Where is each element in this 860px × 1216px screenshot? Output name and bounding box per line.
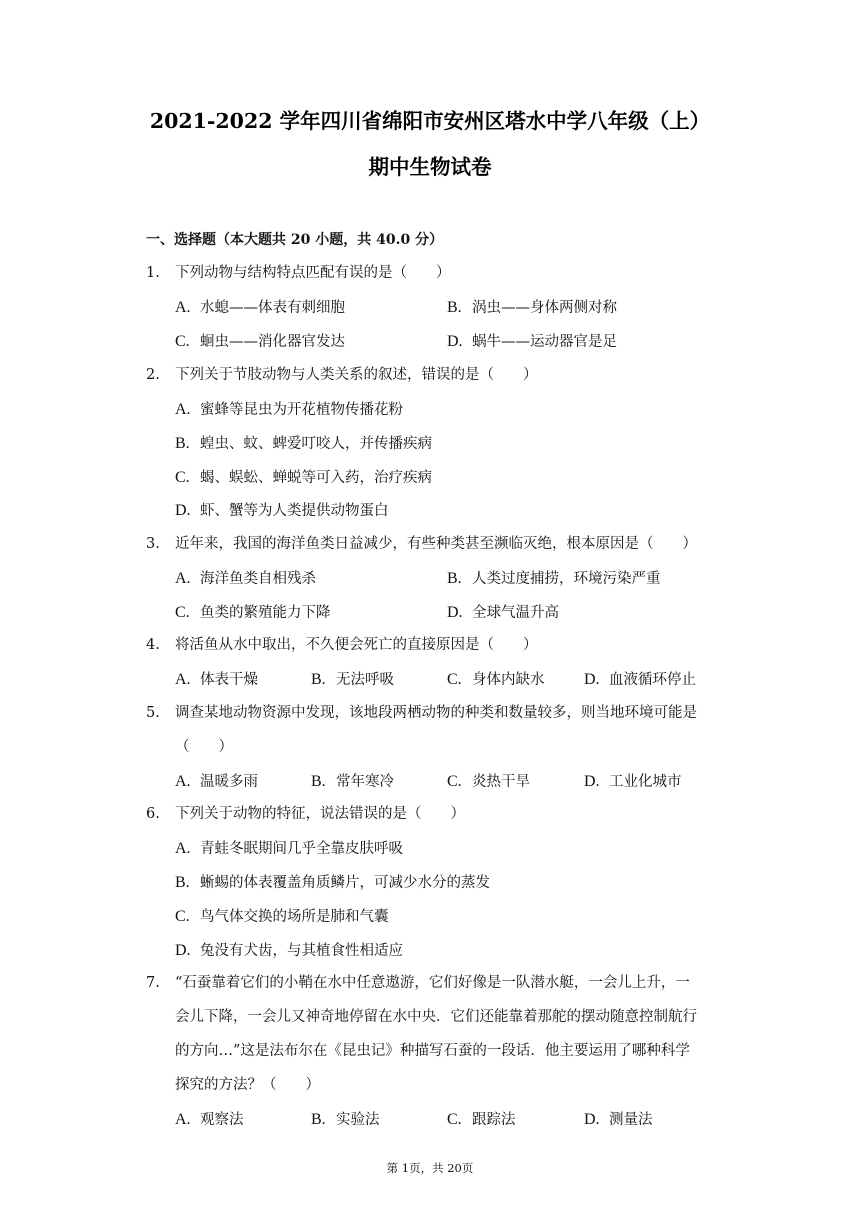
option-d <box>175 943 403 959</box>
option-c <box>175 909 389 925</box>
option-label: C. <box>175 469 190 486</box>
option-label: D. <box>584 671 600 688</box>
option-text: 鱼类的繁殖能力下降 <box>200 605 331 621</box>
option-label: A. <box>175 401 191 418</box>
option-text: 蜗牛——运动器官是足 <box>472 334 617 350</box>
question-number: 4. <box>146 637 160 653</box>
option-label: C. <box>175 333 190 350</box>
option-c <box>447 672 545 688</box>
option-c <box>175 605 331 621</box>
question-stem: 调查某地动物资源中发现，该地段两栖动物的种类和数量较多，则当地环境可能是 <box>175 705 697 721</box>
option-b <box>311 672 394 688</box>
option-label: B. <box>311 773 326 790</box>
option-label: A. <box>175 840 191 857</box>
option-a <box>175 774 258 790</box>
option-text: 青蛙冬眠期间几乎全靠皮肤呼吸 <box>200 841 403 857</box>
option-label: C. <box>175 604 190 621</box>
option-a <box>175 672 258 688</box>
option-c <box>175 334 345 350</box>
question-stem: “石蚕靠着它们的小鞘在水中任意遨游，它们好像是一队潜水艇，一会儿上升，一 <box>175 975 690 991</box>
option-label: A. <box>175 299 191 316</box>
question-6 <box>146 807 465 822</box>
exam-title-line2: 期中生物试卷 <box>368 155 492 179</box>
option-a <box>175 402 403 418</box>
option-text: 蝎、蜈蚣、蝉蜕等可入药，治疗疾病 <box>200 470 432 486</box>
option-c <box>175 470 432 486</box>
option-label: D. <box>175 942 191 959</box>
option-text: 炎热干旱 <box>472 774 530 790</box>
option-label: B. <box>311 671 326 688</box>
option-text: 涡虫——身体两侧对称 <box>472 300 617 316</box>
option-a <box>175 841 403 857</box>
question-number: 7. <box>146 975 160 991</box>
option-d <box>584 1112 653 1128</box>
option-a <box>175 300 345 316</box>
option-d <box>447 334 617 350</box>
question-number: 3. <box>146 536 160 552</box>
question-number: 6. <box>146 806 160 822</box>
option-text: 工业化城市 <box>609 774 682 790</box>
option-d <box>175 503 389 519</box>
option-text: 测量法 <box>609 1112 653 1128</box>
option-d <box>584 774 682 790</box>
option-b <box>311 1112 380 1128</box>
option-label: D. <box>447 333 463 350</box>
question-stem-continued: 的方向…”这是法布尔在《昆虫记》种描写石蚕的一段话．他主要运用了哪种科学 <box>175 1043 690 1059</box>
option-d <box>584 672 696 688</box>
option-text: 观察法 <box>200 1112 244 1128</box>
option-b <box>311 774 394 790</box>
question-4 <box>146 638 538 653</box>
option-text: 温暖多雨 <box>200 774 258 790</box>
option-text: 虾、蟹等为人类提供动物蛋白 <box>200 503 389 519</box>
option-text: 蝗虫、蚊、蜱爱叮咬人，并传播疾病 <box>200 436 432 452</box>
page-footer: 第 1页，共 20页 <box>386 1161 474 1175</box>
option-text: 常年寒冷 <box>336 774 394 790</box>
question-stem: 下列动物与结构特点匹配有误的是（ ） <box>175 265 451 281</box>
question-stem: 近年来，我国的海洋鱼类日益减少，有些种类甚至濒临灭绝，根本原因是（ ） <box>175 536 697 552</box>
option-label: D. <box>447 604 463 621</box>
option-text: 无法呼吸 <box>336 672 394 688</box>
option-text: 水螅——体表有刺细胞 <box>200 300 345 316</box>
option-label: B. <box>311 1111 326 1128</box>
option-label: B. <box>447 570 462 587</box>
question-5 <box>146 706 697 721</box>
option-text: 实验法 <box>336 1112 380 1128</box>
question-2 <box>146 368 538 383</box>
option-label: B. <box>175 874 190 891</box>
option-label: D. <box>584 1111 600 1128</box>
option-label: B. <box>447 299 462 316</box>
option-text: 血液循环停止 <box>609 672 696 688</box>
question-7 <box>146 976 690 991</box>
option-label: A. <box>175 1111 191 1128</box>
section-heading: 一、选择题（本大题共 20 小题，共 40.0 分） <box>146 232 444 248</box>
option-c <box>447 774 530 790</box>
question-number: 1. <box>146 265 160 281</box>
option-label: C. <box>447 1111 462 1128</box>
option-text: 体表干燥 <box>200 672 258 688</box>
option-a <box>175 571 316 587</box>
question-stem: 下列关于节肢动物与人类关系的叙述，错误的是（ ） <box>175 367 538 383</box>
option-text: 跟踪法 <box>472 1112 516 1128</box>
option-text: 蜥蜴的体表覆盖角质鳞片，可减少水分的蒸发 <box>200 875 490 891</box>
option-label: D. <box>584 773 600 790</box>
option-b <box>447 300 617 316</box>
question-stem: 将活鱼从水中取出，不久便会死亡的直接原因是（ ） <box>175 637 538 653</box>
question-stem-continued: 探究的方法？（ ） <box>175 1077 320 1093</box>
option-d <box>447 605 559 621</box>
option-text: 海洋鱼类自相残杀 <box>200 571 316 587</box>
option-text: 蛔虫——消化器官发达 <box>200 334 345 350</box>
option-text: 兔没有犬齿，与其植食性相适应 <box>200 943 403 959</box>
option-text: 鸟气体交换的场所是肺和气囊 <box>200 909 389 925</box>
option-label: C. <box>447 671 462 688</box>
option-text: 人类过度捕捞，环境污染严重 <box>472 571 661 587</box>
option-label: A. <box>175 773 191 790</box>
option-a <box>175 1112 244 1128</box>
question-stem-continued: 会儿下降，一会儿又神奇地停留在水中央．它们还能靠着那舵的摆动随意控制航行 <box>175 1009 697 1025</box>
question-3 <box>146 537 697 552</box>
option-label: C. <box>175 908 190 925</box>
option-text: 蜜蜂等昆虫为开花植物传播花粉 <box>200 402 403 418</box>
question-1 <box>146 266 451 281</box>
exam-title-line1: 2021-2022 学年四川省绵阳市安州区塔水中学八年级（上） <box>149 109 711 133</box>
option-b <box>175 436 432 452</box>
option-b <box>175 875 490 891</box>
option-label: B. <box>175 435 190 452</box>
question-number: 2. <box>146 367 160 383</box>
option-c <box>447 1112 516 1128</box>
option-b <box>447 571 661 587</box>
option-label: C. <box>447 773 462 790</box>
question-number: 5. <box>146 705 160 721</box>
question-stem: 下列关于动物的特征，说法错误的是（ ） <box>175 806 465 822</box>
option-label: A. <box>175 671 191 688</box>
option-label: D. <box>175 502 191 519</box>
option-label: A. <box>175 570 191 587</box>
option-text: 全球气温升高 <box>472 605 559 621</box>
option-text: 身体内缺水 <box>472 672 545 688</box>
question-stem-continued: （ ） <box>175 739 233 755</box>
